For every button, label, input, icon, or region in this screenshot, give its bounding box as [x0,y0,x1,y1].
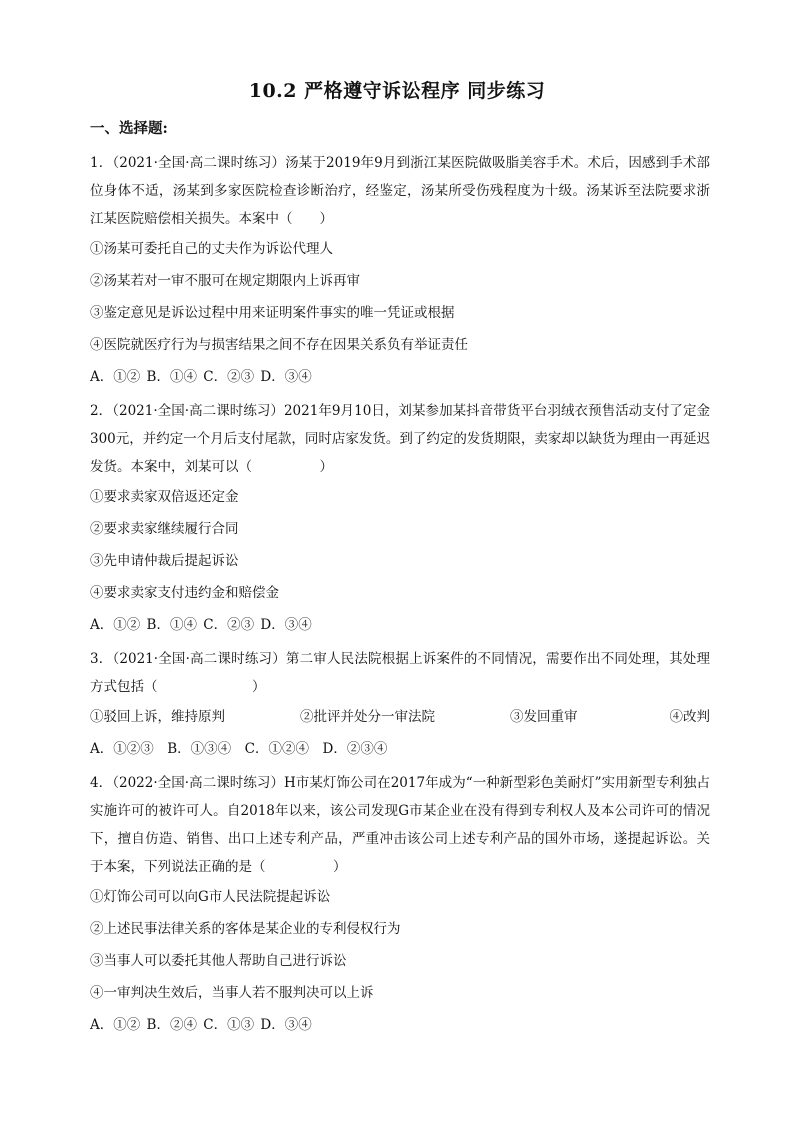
answer-choices: A．①②③ B．①③④ C．①②④ D．②③④ [90,741,388,757]
question-4 [90,769,710,1033]
option-4: ④医院就医疗行为与损害结果之间不存在因果关系负有举证责任 [90,337,468,353]
option-3: ③当事人可以委托其他人帮助自己进行诉讼 [90,953,347,969]
option-1: ①汤某可委托自己的丈夫作为诉讼代理人 [90,241,333,257]
question-list [90,149,710,1033]
section-heading: 一、选择题: [90,120,168,137]
option-3: ③发回重审 [510,709,578,725]
question-3 [90,645,710,757]
option-3: ③先申请仲裁后提起诉讼 [90,553,239,569]
option-2: ②上述民事法律关系的客体是某企业的专利侵权行为 [90,921,401,937]
option-1: ①要求卖家双倍返还定金 [90,489,239,505]
page-title: 10.2 严格遵守诉讼程序 同步练习 [248,80,546,102]
question-stem: 2．（2021·全国·高二课时练习）2021年9月10日，刘某参加某抖音带货平台羽绒衣预售活动支付了定金300元，并约定一个月后支付尾款，同时店家发货。到了约定的发货期限，卖家却以缺货为理由一再延迟发货。本案中，刘某可以（ ） [90,403,710,475]
option-2: ②要求卖家继续履行合同 [90,521,239,537]
option-2: ②批评并处分一审法院 [300,709,435,725]
option-2: ②汤某若对一审不服可在规定期限内上诉再审 [90,273,360,289]
question-stem: 3．（2021·全国·高二课时练习）第二审人民法院根据上诉案件的不同情况，需要作出不同处理，其处理方式包括（ ） [90,651,710,695]
option-3: ③鉴定意见是诉讼过程中用来证明案件事实的唯一凭证或根据 [90,305,455,321]
option-4: ④一审判决生效后，当事人若不服判决可以上诉 [90,985,374,1001]
answer-choices: A．①② B．②④ C．①③ D．③④ [90,1017,312,1033]
option-row [90,709,710,725]
question-1 [90,149,710,385]
answer-choices: A．①② B．①④ C．②③ D．③④ [90,617,312,633]
question-2 [90,397,710,633]
option-4: ④改判 [669,709,710,725]
option-1: ①驳回上诉，维持原判 [90,709,225,725]
option-1: ①灯饰公司可以向G市人民法院提起诉讼 [90,889,331,905]
answer-choices: A．①② B．①④ C．②③ D．③④ [90,369,312,385]
question-stem: 4．（2022·全国·高二课时练习）H市某灯饰公司在2017年成为“一种新型彩色美耐灯”实用新型专利独占实施许可的被许可人。自2018年以来，该公司发现G市某企业在没有得到专利权人及本公司许可的情况下，擅自仿造、销售、出口上述专利产品，严重冲击该公司上述专利产品的国外市场，遂提起诉讼。关于本案，下列说法正确的是（ ） [90,775,710,875]
question-stem: 1．（2021·全国·高二课时练习）汤某于2019年9月到浙江某医院做吸脂美容手术。术后，因感到手术部位身体不适，汤某到多家医院检查诊断治疗，经鉴定，汤某所受伤残程度为十级。汤某诉至法院要求浙江某医院赔偿相关损失。本案中（ ） [90,155,710,227]
option-4: ④要求卖家支付违约金和赔偿金 [90,585,279,601]
